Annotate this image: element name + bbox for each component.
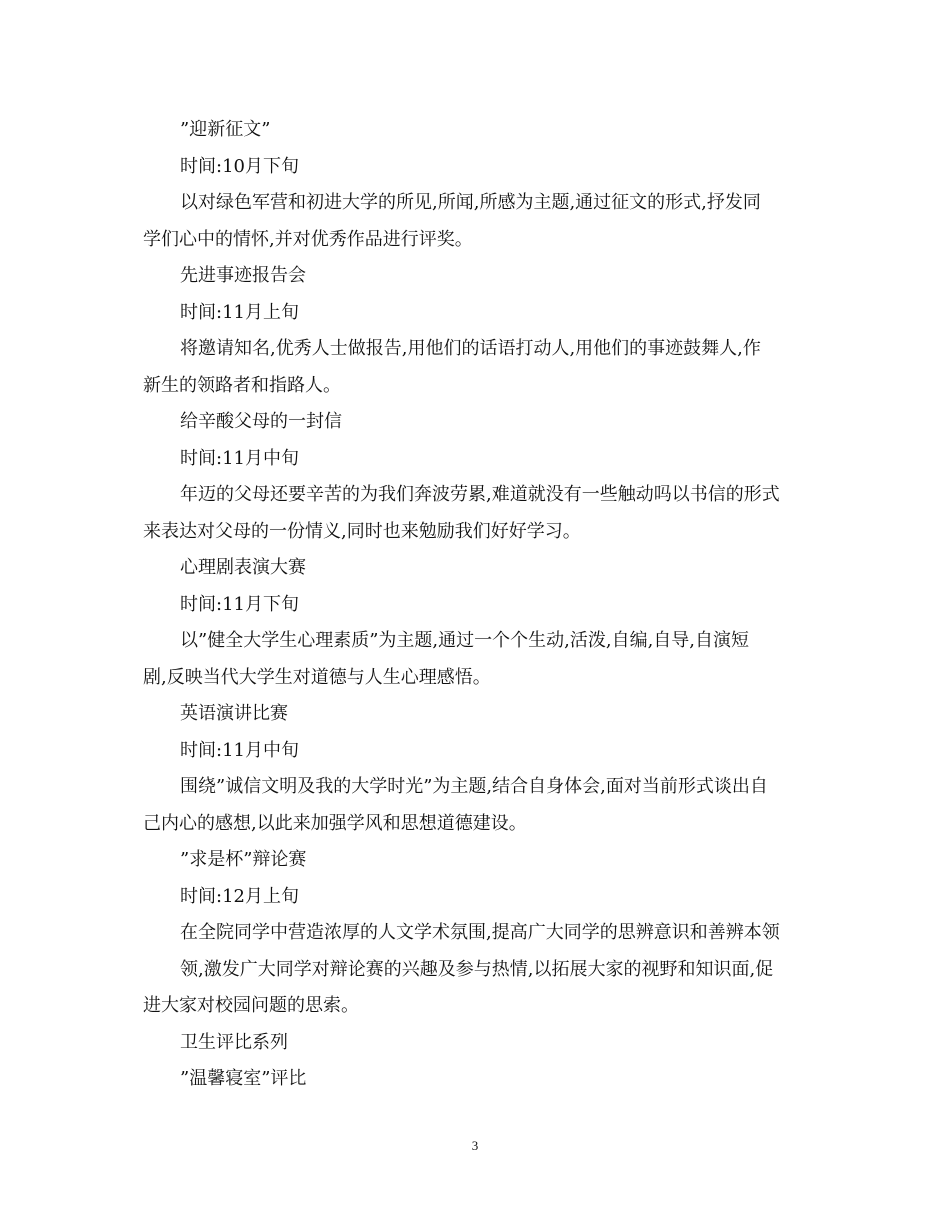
page-number: 3 [471, 1138, 479, 1153]
paragraph-line: 新生的领路者和指路人。 [143, 374, 341, 396]
section-title-dorm-contest: ”温馨寝室”评比 [180, 1068, 307, 1089]
paragraph-line: 围绕”诚信文明及我的大学时光”为主题,结合自身体会,面对当前形式谈出自 [180, 776, 768, 797]
paragraph-line: 来表达对父母的一份情义,同时也来勉励我们好好学习。 [143, 520, 581, 542]
paragraph-line: 以对绿色军营和初进大学的所见,所闻,所感为主题,通过征文的形式,抒发同 [180, 192, 761, 213]
paragraph-line: 以”健全大学生心理素质”为主题,通过一个个生动,活泼,自编,自导,自演短 [180, 630, 750, 651]
paragraph-line: 己内心的感想,以此来加强学风和思想道德建设。 [143, 812, 527, 834]
section-title-welcome-essay: ”迎新征文” [180, 119, 271, 140]
paragraph-line: 剧,反映当代大学生对道德与人生心理感悟。 [143, 666, 491, 688]
paragraph-line: 年迈的父母还要辛苦的为我们奔波劳累,难道就没有一些触动吗以书信的形式 [180, 484, 780, 505]
paragraph-line: 领,激发广大同学对辩论赛的兴趣及参与热情,以拓展大家的视野和知识面,促 [180, 958, 774, 980]
section-title-debate: ”求是杯”辩论赛 [180, 849, 307, 870]
paragraph-line: 将邀请知名,优秀人士做报告,用他们的话语打动人,用他们的事迹鼓舞人,作 [180, 338, 761, 359]
document-body [143, 112, 811, 1098]
section-title-english-speech: 英语演讲比赛 [180, 703, 288, 724]
paragraph-line: 在全院同学中营造浓厚的人文学术氛围,提高广大同学的思辨意识和善辨本领 [180, 922, 780, 943]
section-time-english-speech: 时间:11月中旬 [180, 739, 299, 761]
section-time-letter-to-parents: 时间:11月中旬 [180, 447, 299, 469]
paragraph-line: 进大家对校园问题的思索。 [143, 995, 359, 1016]
section-time-debate: 时间:12月上旬 [180, 885, 299, 907]
section-title-report-meeting: 先进事迹报告会 [180, 265, 306, 286]
section-title-letter-to-parents: 给辛酸父母的一封信 [180, 411, 342, 432]
section-time-welcome-essay: 时间:10月下旬 [180, 155, 299, 177]
section-time-psychodrama-contest: 时间:11月下旬 [180, 593, 299, 615]
section-time-report-meeting: 时间:11月上旬 [180, 301, 299, 323]
paragraph-line: 学们心中的情怀,并对优秀作品进行评奖。 [143, 228, 473, 250]
section-title-psychodrama-contest: 心理剧表演大赛 [180, 557, 306, 578]
section-title-hygiene-series: 卫生评比系列 [180, 1031, 288, 1053]
